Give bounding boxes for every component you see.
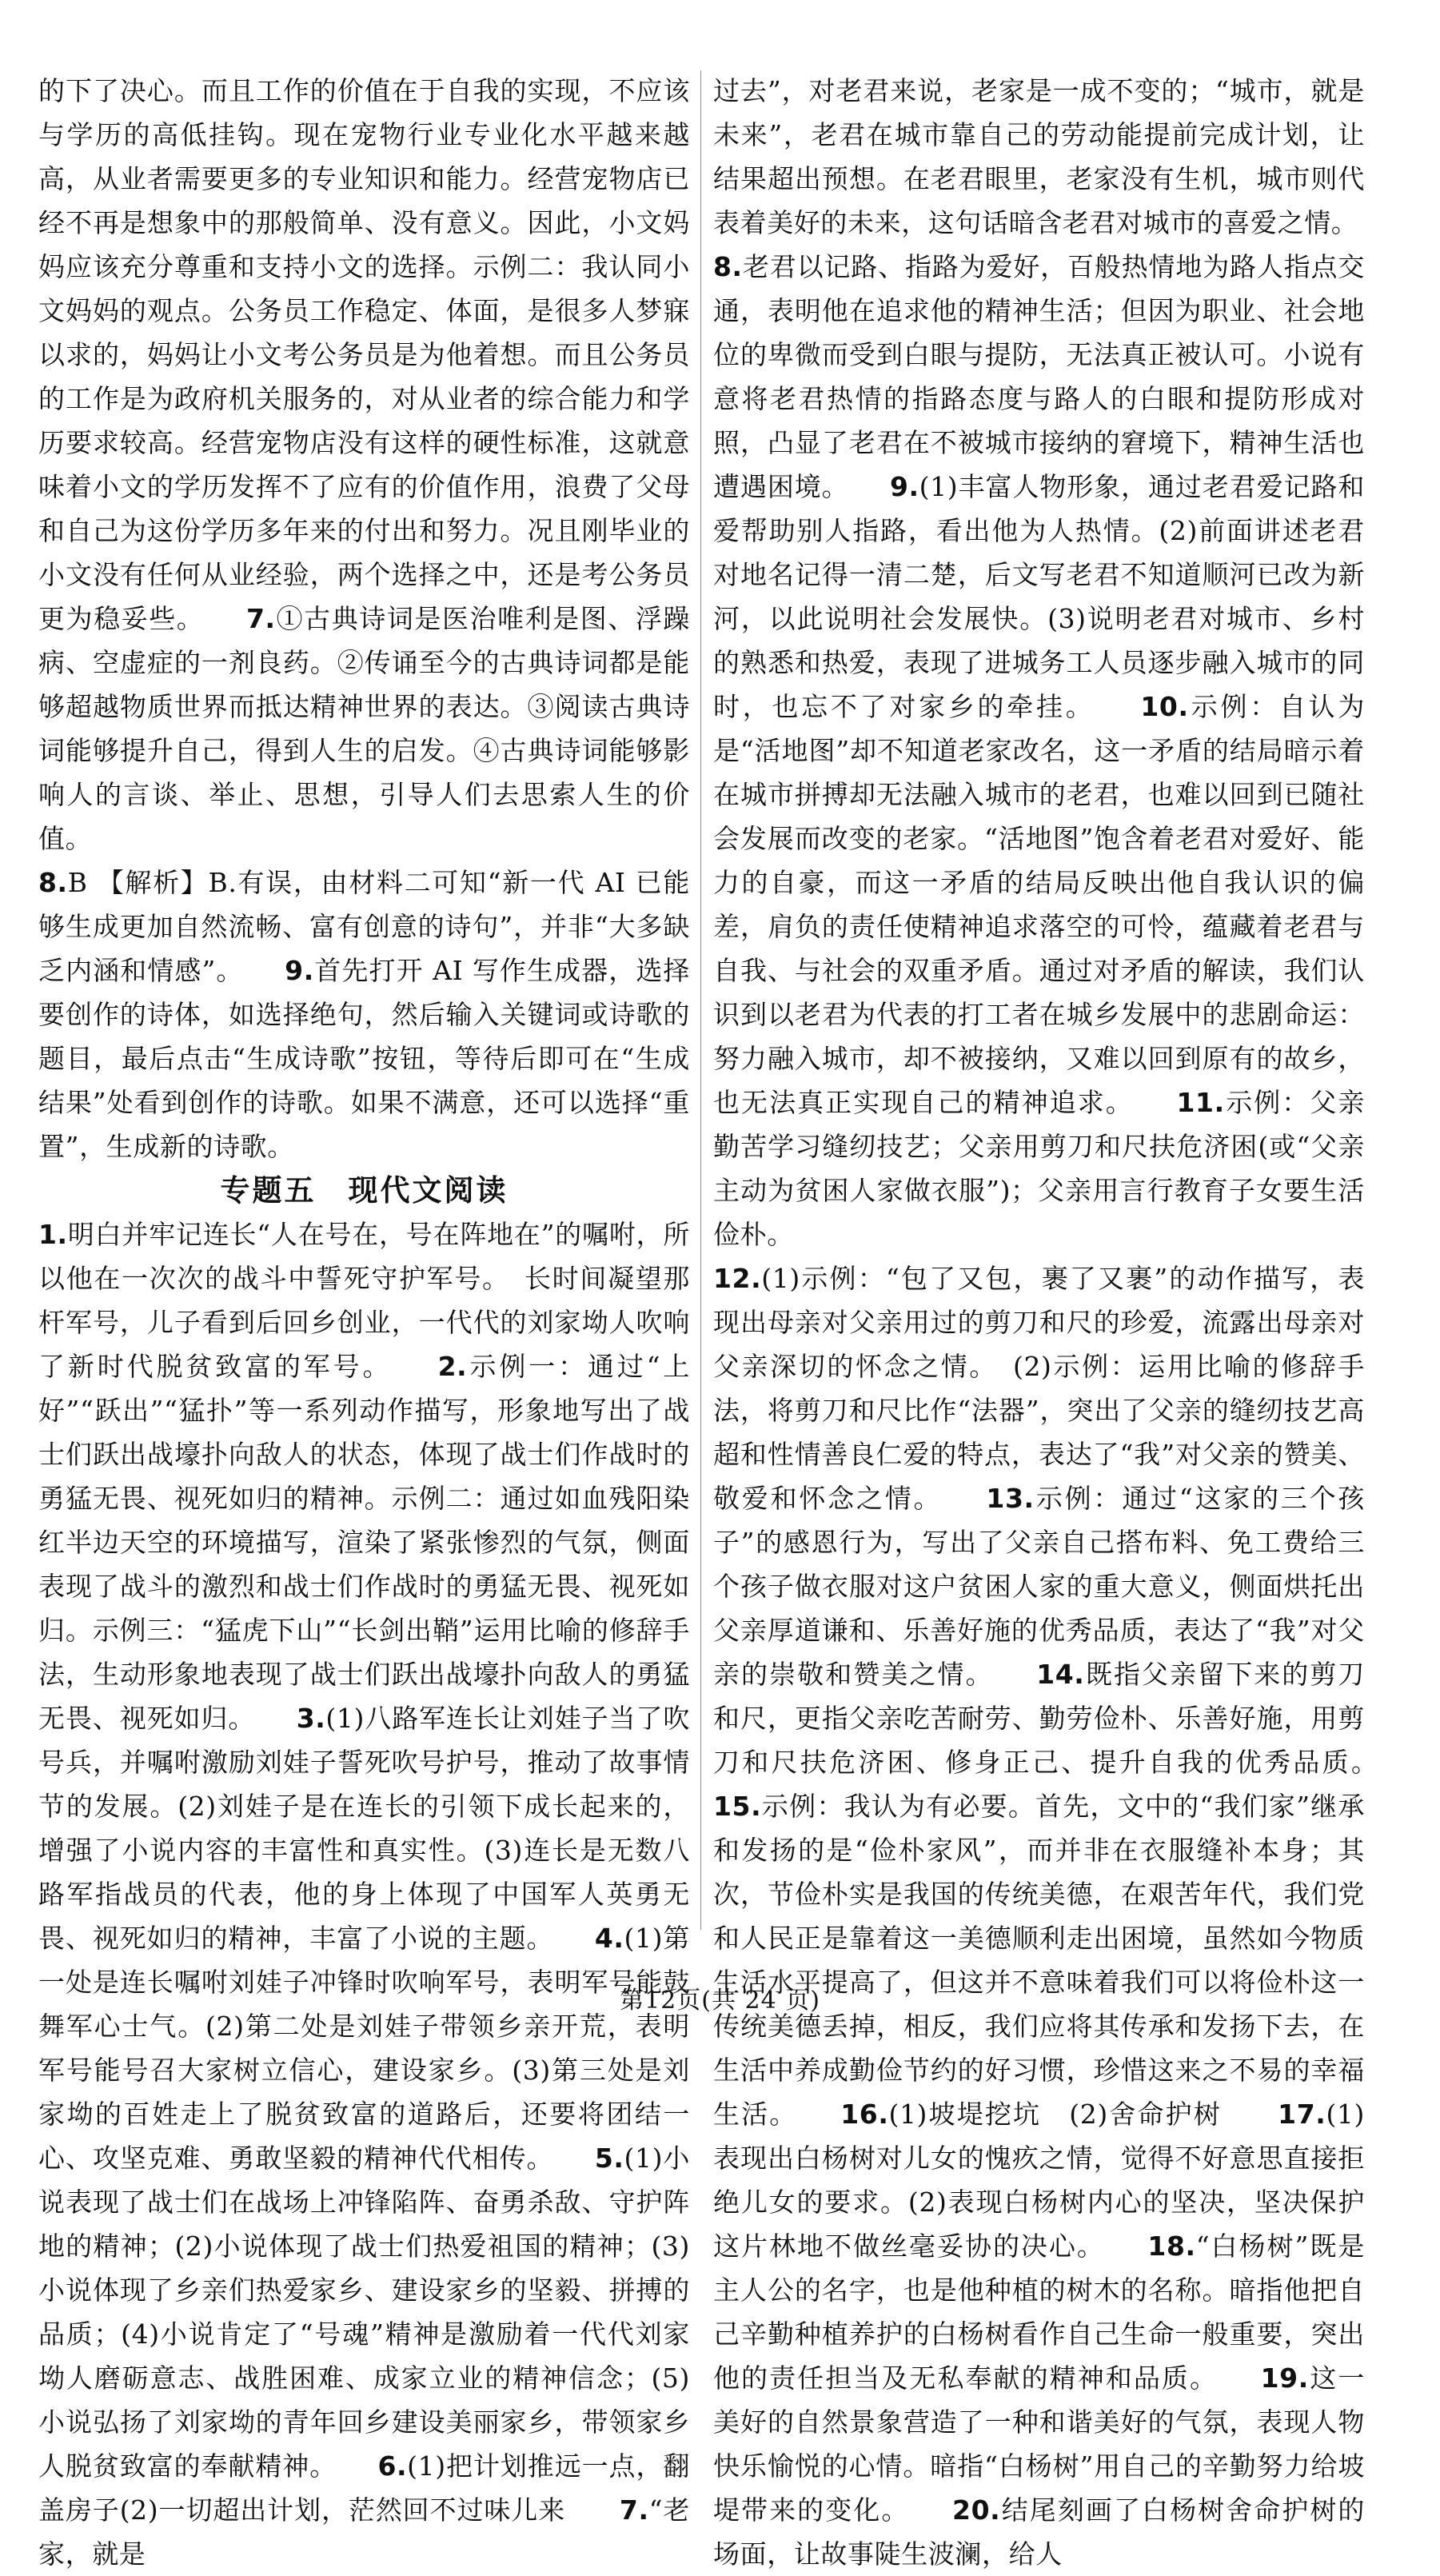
question-number: 10. <box>1140 691 1189 722</box>
question-number: 13. <box>986 1483 1035 1514</box>
question-number: 9. <box>285 955 314 986</box>
question-number: 3. <box>296 1703 326 1734</box>
answer-text: (1)小说表现了战士们在战场上冲锋陷阵、奋勇杀敌、守护阵地的精神；(2)小说体现了战士们热爱祖国的精神；(3)小说体现了乡亲们热爱家乡、建设家乡的坚毅、拼搏的品质；(4)小说肯定了“号魂”精神是激励着一代代刘家坳人磨砺意志、战胜困难、成家立业的精神信念；(5)小说弘扬了刘家坳的青年回乡建设美丽家乡，带领家乡人脱贫致富的奉献精神。 <box>38 2143 690 2482</box>
answer-text: 示例：父亲勤苦学习缝纫技艺；父亲用剪刀和尺扶危济困(或“父亲主动为贫困人家做衣服”)；父亲用言行教育子女要生活俭朴。 <box>713 1087 1366 1250</box>
answer-text: (1)坡堤挖坑 (2)舍命护树 <box>888 2099 1222 2130</box>
question-number: 8. <box>38 867 68 898</box>
question-number: 5. <box>594 2143 624 2174</box>
question-number: 17. <box>1278 2099 1326 2130</box>
question-number: 9. <box>889 471 919 502</box>
question-number: 8. <box>713 251 743 282</box>
answer-text: (1)把计划推远一点，翻盖房子(2)一切超出计划，茫然回不过味儿来 <box>38 2450 690 2526</box>
answer-paragraph <box>38 69 690 861</box>
question-number: 7. <box>245 603 276 634</box>
page-number: 第12页(共 24 页) <box>620 1987 820 2015</box>
question-number: 4. <box>594 1923 624 1954</box>
answer-text: 这一美好的自然景象营造了一种和谐美好的气氛，表现人物快乐愉悦的心情。暗指“白杨树”用自己的辛勤努力给坡堤带来的变化。 <box>713 2362 1366 2526</box>
answer-text: ①古典诗词是医治唯利是图、浮躁病、空虚症的一剂良药。②传诵至今的古典诗词都是能够超越物质世界而抵达精神世界的表达。③阅读古典诗词能够提升自己，得到人生的启发。④古典诗词能够影响人的言谈、举止、思想，引导人们去思索人生的价值。 <box>38 603 691 854</box>
answer-text: (1)八路军连长让刘娃子当了吹号兵，并嘱咐激励刘娃子誓死吹号护号，推动了故事情节的发展。(2)刘娃子是在连长的引领下成长起来的，增强了小说内容的丰富性和真实性。(3)连长是无数八路军指战员的代表，他的身上体现了中国军人英勇无畏、视死如归的精神，丰富了小说的主题。 <box>38 1703 690 1954</box>
answer-text: “白杨树”既是主人公的名字，也是他种植的树木的名称。暗指他把自己辛勤种植养护的白杨树看作自己生命一般重要，突出他的责任担当及无私奉献的精神和品质。 <box>713 2231 1365 2394</box>
answer-text: 过去”，对老君来说，老家是一成不变的；“城市，就是未来”，老君在城市靠自己的劳动能提前完成计划，让结果超出预想。在老君眼里，老家没有生机，城市则代表着美好的未来，这句话暗含老君对城市的喜爱之情。 <box>713 75 1365 238</box>
answer-text: (1)表现出白杨树对儿女的愧疚之情，觉得不好意思直接拒绝儿女的要求。(2)表现白杨树内心的坚决，坚决保护这片林地不做丝毫妥协的决心。 <box>713 2099 1365 2262</box>
answer-text: 老君以记路、指路为爱好，百般热情地为路人指点交通，表明他在追求他的精神生活；但因为职业、社会地位的卑微而受到白眼与提防，无法真正被认可。小说有意将老君热情的指路态度与路人的白眼和提防形成对照，凸显了老君在不被城市接纳的窘境下，精神生活也遭遇困境。 <box>713 251 1365 502</box>
answer-text: B 【解析】B.有误，由材料二可知“新一代 AI 已能够生成更加自然流畅、富有创意的诗句”，并非“大多缺乏内涵和情感”。 <box>38 867 690 986</box>
answer-text: 结尾刻画了白杨树舍命护树的场面，让故事陡生波澜，给人 <box>713 2494 1365 2570</box>
question-number: 19. <box>1260 2362 1309 2394</box>
answer-text: 明白并牢记连长“人在号在，号在阵地在”的嘱咐，所以他在一次次的战斗中誓死守护军号。 长时间凝望那杆军号，儿子看到后回乡创业，一代代的刘家坳人吹响了新时代脱贫致富的军号。 <box>38 1219 690 1382</box>
answer-text: 示例：自认为是“活地图”却不知道老家改名，这一矛盾的结局暗示着在城市拼搏却无法融入城市的老君，也难以回到已随社会发展而改变的老家。“活地图”饱含着老君对爱好、能力的自豪，而这一矛盾的结局反映出他自我认识的偏差，肩负的责任使精神追求落空的可怜，蕴藏着老君与自我、与社会的双重矛盾。通过对矛盾的解读，我们认识到以老君为代表的打工者在城乡发展中的悲剧命运：努力融入城市，却不被接纳，又难以回到原有的故乡，也无法真正实现自己的精神追求。 <box>713 691 1365 1118</box>
answer-paragraph <box>38 1212 690 2576</box>
answer-paragraph <box>713 245 1365 1256</box>
question-number: 11. <box>1176 1087 1225 1118</box>
question-number: 6. <box>377 2450 408 2482</box>
column-divider <box>700 70 701 1930</box>
answer-paragraph <box>38 861 690 1168</box>
question-number: 12. <box>713 1263 762 1294</box>
answer-text: 首先打开 AI 写作生成器，选择要创作的诗体，如选择绝句，然后输入关键词或诗歌的题目，最后点击“生成诗歌”按钮，等待后即可在“生成结果”处看到创作的诗歌。如果不满意，还可以选择“重置”，生成新的诗歌。 <box>38 955 690 1162</box>
question-number: 15. <box>713 1791 762 1822</box>
question-number: 16. <box>840 2099 889 2130</box>
answer-text: 既指父亲留下来的剪刀和尺，更指父亲吃苦耐劳、勤劳俭朴、乐善好施，用剪刀和尺扶危济困、修身正己、提升自我的优秀品质。 <box>713 1659 1366 1778</box>
answer-text: (1)示例：“包了又包，裹了又裹”的动作描写，表现出母亲对父亲用过的剪刀和尺的珍爱，流露出母亲对父亲深切的怀念之情。 (2)示例：运用比喻的修辞手法，将剪刀和尺比作“法器”，突出了父亲的缝纫技艺高超和性情善良仁爱的特点，表达了“我”对父亲的赞美、敬爱和怀念之情。 <box>713 1263 1365 1514</box>
answer-text: 示例：通过“这家的三个孩子”的感恩行为，写出了父亲自己搭布料、免工费给三个孩子做衣服对这户贫困人家的重大意义，侧面烘托出父亲厚道谦和、乐善好施的优秀品质，表达了“我”对父亲的崇敬和赞美之情。 <box>713 1483 1365 1690</box>
question-number: 7. <box>619 2494 649 2526</box>
question-number: 14. <box>1036 1659 1085 1690</box>
answer-text: 示例一：通过“上好”“跃出”“猛扑”等一系列动作描写，形象地写出了战士们跃出战壕扑向敌人的状态，体现了战士们作战时的勇猛无畏、视死如归的精神。示例二：通过如血残阳染红半边天空的环境描写，渲染了紧张惨烈的气氛，侧面表现了战斗的激烈和战士们作战时的勇猛无畏、视死如归。示例三：“猛虎下山”“长剑出鞘”运用比喻的修辞手法，生动形象地表现了战士们跃出战壕扑向敌人的勇猛无畏、视死如归。 <box>38 1351 691 1734</box>
question-number: 20. <box>952 2494 1001 2526</box>
left-column <box>38 69 691 2570</box>
question-number: 1. <box>38 1219 68 1250</box>
answer-text: (1)丰富人物形象，通过老君爱记路和爱帮助别人指路，看出他为人热情。(2)前面讲述老君对地名记得一清二楚，后文写老君不知道顺河已改为新河，以此说明社会发展快。(3)说明老君对城市、乡村的熟悉和热爱，表现了进城务工人员逐步融入城市的同时，也忘不了对家乡的牵挂。 <box>713 471 1366 722</box>
answer-text: 示例：我认为有必要。首先，文中的“我们家”继承和发扬的是“俭朴家风”，而并非在衣服缝补本身；其次，节俭朴实是我国的传统美德，在艰苦年代，我们党和人民正是靠着这一美德顺利走出困境，虽然如今物质生活水平提高了，但这并不意味着我们可以将俭朴这一传统美德丢掉，相反，我们应将其传承和发扬下去，在生活中养成勤俭节约的好习惯，珍惜这来之不易的幸福生活。 <box>713 1791 1365 2130</box>
question-number: 2. <box>437 1351 468 1382</box>
answer-paragraph <box>713 69 1365 245</box>
section-heading: 专题五 现代文阅读 <box>220 1173 509 1208</box>
question-number: 18. <box>1147 2231 1196 2262</box>
answer-text: (1)第一处是连长嘱咐刘娃子冲锋时吹响军号，表明军号能鼓舞军心士气。(2)第二处是刘娃子带领乡亲开荒，表明军号能号召大家树立信心，建设家乡。(3)第三处是刘家坳的百姓走上了脱贫致富的道路后，还要将团结一心、攻坚克难、勇敢坚毅的精神代代相传。 <box>38 1923 690 2174</box>
answer-text: “老家，就是 <box>38 2494 690 2570</box>
answer-text: 的下了决心。而且工作的价值在于自我的实现，不应该与学历的高低挂钩。现在宠物行业专业化水平越来越高，从业者需要更多的专业知识和能力。经营宠物店已经不再是想象中的那般简单、没有意义。因此，小文妈妈应该充分尊重和支持小文的选择。示例二：我认同小文妈妈的观点。公务员工作稳定、体面，是很多人梦寐以求的，妈妈让小文考公务员是为他着想。而且公务员的工作是为政府机关服务的，对从业者的综合能力和学历要求较高。经营宠物店没有这样的硬性标准，这就意味着小文的学历发挥不了应有的价值作用，浪费了父母和自己为这份学历多年来的付出和努力。况且刚毕业的小文没有任何从业经验，两个选择之中，还是考公务员更为稳妥些。 <box>38 75 690 634</box>
answer-paragraph <box>713 1256 1365 2576</box>
